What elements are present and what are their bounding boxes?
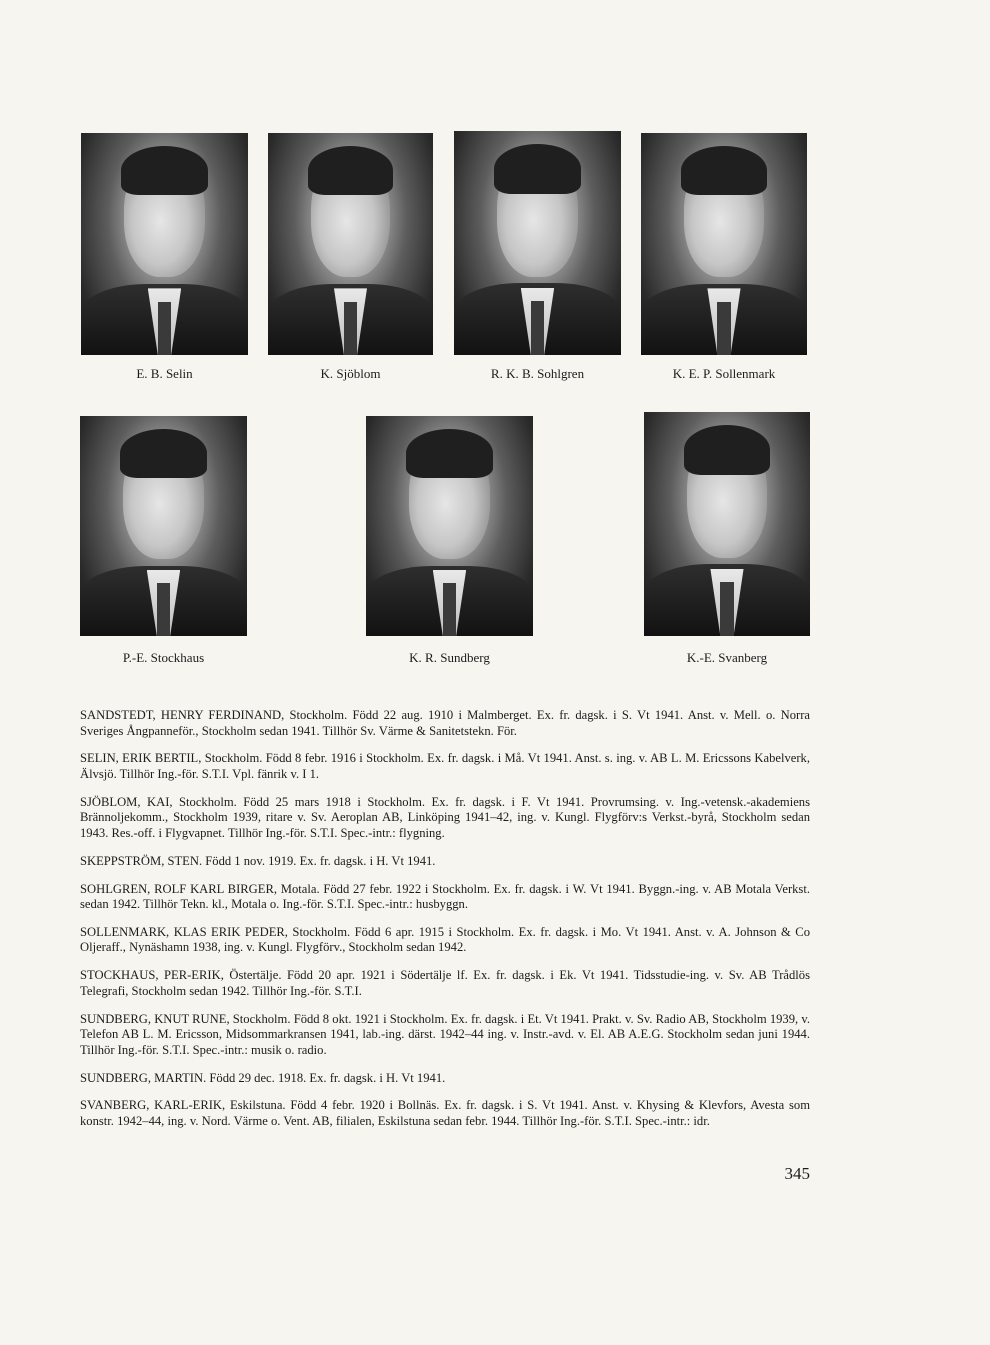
entry-sjoblom: SJÖBLOM, KAI, Stockholm. Född 25 mars 1918 i Stockholm. Ex. fr. dagsk. i F. Vt 1941. Provrumsing. v. Ing.-vetensk.-akademiens Brännoljekomm., Stockholm 1939, ritare v. Sv. Aeroplan AB, Linköping 1941–42, ing. v. Kungl. Flygförv:s Verkst.-byrå, Stockholm sedan 1943. Res.-off. i Flygvapnet. Tillhör Ing.-för. S.T.I. Spec.-intr.: flygning. [80,794,810,840]
caption-sohlgren: R. K. B. Sohlgren [490,366,585,381]
entry-stockhaus: STOCKHAUS, PER-ERIK, Östertälje. Född 20 apr. 1921 i Södertälje lf. Ex. fr. dagsk. i Ek. Vt 1941. Tidsstudie-ing. v. Sv. AB Trådlös Telegrafi, Stockholm sedan 1942. Tillhör Ing.-för. S.T.I. [80,968,810,998]
entry-svanberg: SVANBERG, KARL-ERIK, Eskilstuna. Född 4 febr. 1920 i Bollnäs. Ex. fr. dagsk. i S. Vt 1941. Anst. v. Khysing & Klevfors, Avesta som konstr. 1942–44, ing. v. Nord. Värme o. Vent. AB, filialen, Eskilstuna sedan febr. 1944. Tillhör Ing.-för. S.T.I. Spec.-intr.: idr. [80,1098,810,1128]
entry-sollenmark: SOLLENMARK, KLAS ERIK PEDER, Stockholm. Född 6 apr. 1915 i Stockholm. Ex. fr. dagsk. i Mo. Vt 1941. Anst. v. A. Johnson & Co Oljeraff., Nynäshamn 1938, ing. v. Kungl. Flygförv., Stockholm sedan 1942. [80,924,810,955]
entry-sundberg-martin: SUNDBERG, MARTIN. Född 29 dec. 1918. Ex. fr. dagsk. i H. Vt 1941. [80,1070,446,1085]
caption-selin: E. B. Selin [136,366,193,381]
page-number: 345 [784,1164,810,1183]
biography-list [80,708,810,1142]
caption-sollenmark: K. E. P. Sollenmark [672,366,776,381]
caption-sundberg: K. R. Sundberg [409,650,490,665]
portrait-sundberg [366,416,533,636]
entry-sandstedt: SANDSTEDT, HENRY FERDINAND, Stockholm. Född 22 aug. 1910 i Malmberget. Ex. fr. dagsk. i S. Vt 1941. Anst. v. Mell. o. Norra Sveriges Ångpanneför., Stockholm sedan 1941. Tillhör Sv. Värme & Sanitetstekn. För. [80,708,810,738]
portrait-sollenmark [641,133,807,355]
entry-sundberg-knut: SUNDBERG, KNUT RUNE, Stockholm. Född 8 okt. 1921 i Stockholm. Ex. fr. dagsk. i Et. Vt 1941. Prakt. v. Sv. Radio AB, Stockholm 1939, v. Telefon AB L. M. Ericsson, Midsommarkransen 1941, lab.-ing. därst. 1942–44 ing. v. Instr.-avd. v. El. AB A.E.G. Stockholm sedan juni 1944. Tillhör Ing.-för. S.T.I. Spec.-intr.: musik o. radio. [80,1011,810,1057]
entry-sohlgren: SOHLGREN, ROLF KARL BIRGER, Motala. Född 27 febr. 1922 i Stockholm. Ex. fr. dagsk. i W. Vt 1941. Byggn.-ing. v. AB Motala Verkst. sedan 1942. Tillhör Tekn. kl., Motala o. Ing.-för. S.T.I. Spec.-intr.: husbyggn. [80,881,810,912]
portrait-selin [81,133,248,355]
entry-skeppstrom: SKEPPSTRÖM, STEN. Född 1 nov. 1919. Ex. fr. dagsk. i H. Vt 1941. [80,853,436,868]
entry-selin: SELIN, ERIK BERTIL, Stockholm. Född 8 febr. 1916 i Stockholm. Ex. fr. dagsk. i Må. Vt 1941. Anst. s. ing. v. AB L. M. Ericssons Kabelverk, Älvsjö. Tillhör Ing.-för. S.T.I. Vpl. fänrik v. I 1. [80,751,810,781]
portrait-sohlgren [454,131,621,355]
portrait-svanberg [644,412,810,636]
caption-sjoblom: K. Sjöblom [320,366,381,381]
portrait-stockhaus [80,416,247,636]
portrait-sjoblom [268,133,433,355]
caption-svanberg: K.-E. Svanberg [686,650,768,665]
caption-stockhaus: P.-E. Stockhaus [122,650,205,665]
